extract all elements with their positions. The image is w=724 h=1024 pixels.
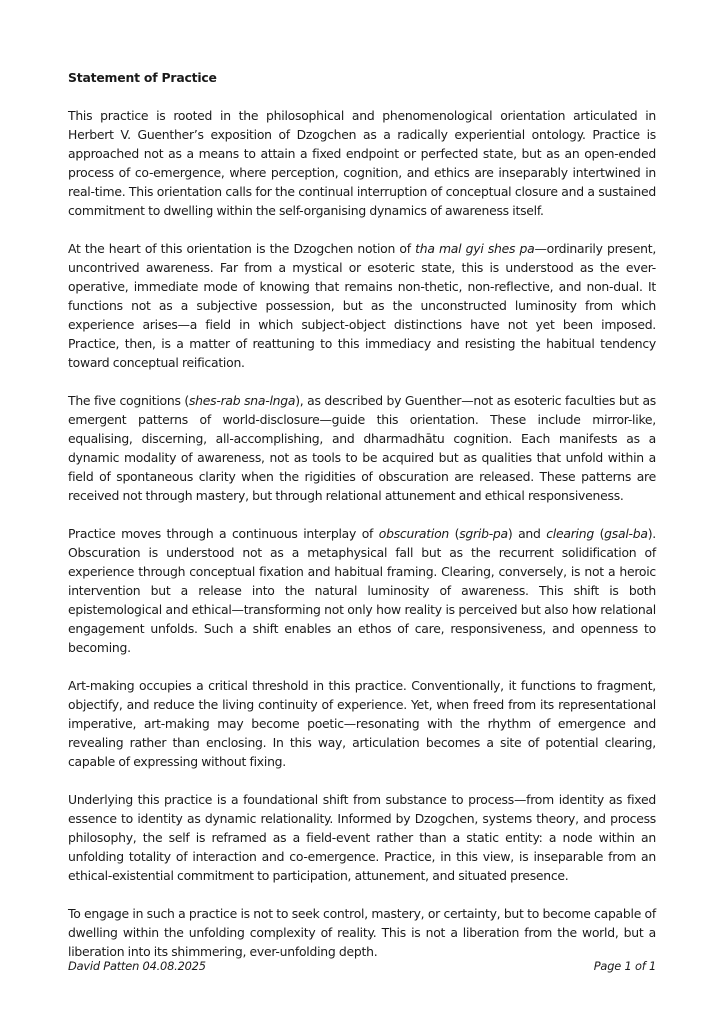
italic-term: gsal-ba xyxy=(604,526,648,541)
body-paragraph xyxy=(68,106,656,220)
paragraph-text: —ordinarily present, uncontrived awareness. Far from a mystical or esoteric state, this is understood as the ever-operative, immediate mode of knowing that remains non-thetic, non-reflective, and non-dual. It functions not as a subjective possession, but as the unconstructed luminosity from which experience arises—a field in which subject-object distinctions have not yet been imposed. Practice, then, is a matter of reattuning to this immediacy and resisting the habitual tendency toward conceptual reification. xyxy=(68,241,657,370)
paragraph-text: This practice is rooted in the philosophical and phenomenological orientation articulated in Herbert V. Guenther’s exposition of Dzogchen as a radically experiential ontology. Practice is approached not as a means to attain a fixed endpoint or perfected state, but as an open-ended process of co-emergence, where perception, cognition, and ethics are inseparably intertwined in real-time. This orientation calls for the continual interruption of conceptual closure and a sustained commitment to dwelling within the self-organising dynamics of awareness itself. xyxy=(68,108,656,218)
paragraph-text: Art-making occupies a critical threshold in this practice. Conventionally, it functions to fragment, objectify, and reduce the living continuity of experience. Yet, when freed from its representational imperative, art-making may become poetic—resonating with the rhythm of emergence and revealing rather than enclosing. In this way, articulation becomes a site of potential clearing, capable of expressing without fixing. xyxy=(68,678,656,769)
footer-page-number: Page 1 of 1 xyxy=(593,959,656,973)
footer-author-date: David Patten 04.08.2025 xyxy=(68,959,206,973)
paragraph-text: Practice moves through a continuous interplay of xyxy=(68,526,379,541)
paragraph-text: To engage in such a practice is not to seek control, mastery, or certainty, but to become capable of dwelling within the unfolding complexity of reality. This is not a liberation from the world, but a liberation into its shimmering, ever-unfolding depth. xyxy=(68,906,656,959)
paragraph-text: Underlying this practice is a foundational shift from substance to process—from identity as fixed essence to identity as dynamic relationality. Informed by Dzogchen, systems theory, and process philosophy, the self is reframed as a field-event rather than a static entity: a node within an unfolding totality of interaction and co-emergence. Practice, in this view, is inseparable from an ethical-existential commitment to participation, attunement, and situated presence. xyxy=(68,792,656,883)
body-paragraph xyxy=(68,790,656,885)
body-paragraph xyxy=(68,524,656,657)
document-page xyxy=(68,68,656,980)
italic-term: tha mal gyi shes pa xyxy=(415,241,535,256)
document-title: Statement of Practice xyxy=(68,70,217,85)
italic-term: obscuration xyxy=(378,526,450,541)
paragraph-text: ( xyxy=(593,526,605,541)
italic-term: sgrib-pa xyxy=(459,526,508,541)
paragraph-text: At the heart of this orientation is the Dzogchen notion of xyxy=(68,241,416,256)
document-body xyxy=(68,106,656,961)
body-paragraph xyxy=(68,239,656,372)
body-paragraph xyxy=(68,676,656,771)
italic-term: shes-rab sna-lnga xyxy=(188,393,296,408)
paragraph-text: ) and xyxy=(507,526,547,541)
paragraph-text: ). Obscuration is understood not as a metaphysical fall but as the recurrent solidification of experience through conceptual fixation and habitual framing. Clearing, conversely, is not a heroic intervention but a release into the natural luminosity of awareness. This shift is both epistemological and ethical—transforming not only how reality is perceived but also how relational engagement unfolds. Such a shift enables an ethos of care, responsiveness, and openness to becoming. xyxy=(68,526,656,655)
body-paragraph xyxy=(68,904,656,961)
paragraph-text: ), as described by Guenther—not as esoteric faculties but as emergent patterns of world-disclosure—guide this orientation. These include mirror-like, equalising, discerning, all-accomplishing, and dharmadhātu cognition. Each manifests as a dynamic modality of awareness, not as tools to be acquired but as qualities that unfold within a field of spontaneous clarity when the rigidities of obscuration are released. These patterns are received not through mastery, but through relational attunement and ethical responsiveness. xyxy=(68,393,656,503)
paragraph-text: ( xyxy=(449,526,460,541)
italic-term: clearing xyxy=(546,526,594,541)
page-footer xyxy=(68,957,656,975)
paragraph-text: The five cognitions ( xyxy=(68,393,189,408)
body-paragraph xyxy=(68,391,656,505)
